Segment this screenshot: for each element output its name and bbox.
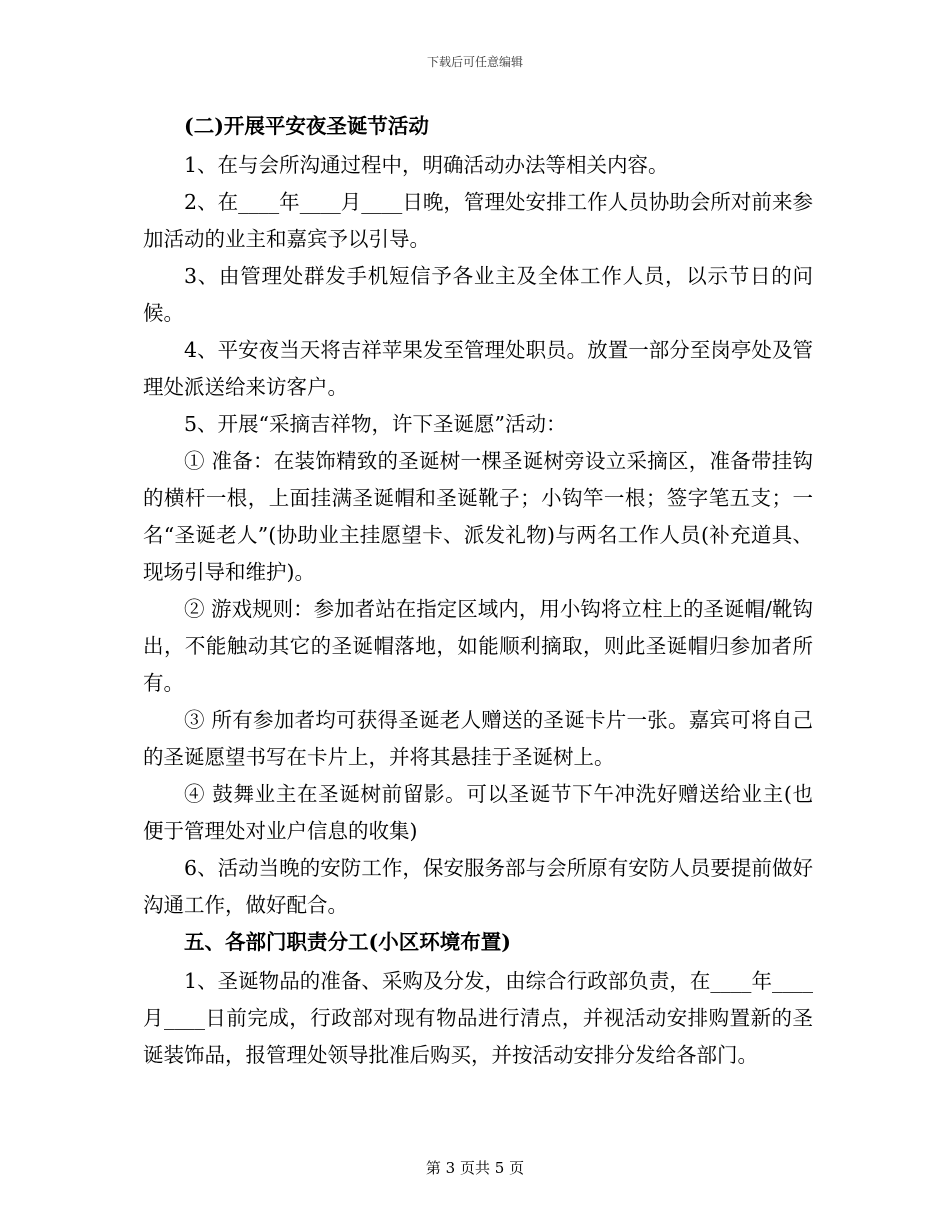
paragraph-sub-2-rules: ② 游戏规则：参加者站在指定区域内，用小钩将立柱上的圣诞帽/靴钩出，不能触动其它的圣诞帽落地，如能顺利摘取，则此圣诞帽归参加者所有。 xyxy=(143,597,813,695)
paragraph-item-5: 5、开展“采摘吉祥物，许下圣诞愿”活动： xyxy=(184,412,567,436)
paragraph-responsibility-1: 1、圣诞物品的准备、采购及分发，由综合行政部负责，在____年____月____日前完成，行政部对现有物品进行清点，并视活动安排购置新的圣诞装饰品，报管理处领导批准后购买，并按活动安排分发给各部门。 xyxy=(143,969,813,1067)
document-body xyxy=(143,108,813,1074)
paragraph-item-2: 2、在____年____月____日晚，管理处安排工作人员协助会所对前来参加活动的业主和嘉宾予以引导。 xyxy=(143,190,813,251)
paragraph-item-4: 4、平安夜当天将吉祥苹果发至管理处职员。放置一部分至岗亭处及管理处派送给来访客户。 xyxy=(143,338,813,399)
paragraph-item-3: 3、由管理处群发手机短信予各业主及全体工作人员，以示节日的问候。 xyxy=(143,264,813,325)
paragraph-item-6: 6、活动当晚的安防工作，保安服务部与会所原有安防人员要提前做好沟通工作，做好配合。 xyxy=(143,856,813,917)
page-header: 下载后可任意编辑 xyxy=(426,55,523,69)
page-footer: 第 3 页共 5 页 xyxy=(425,1159,525,1177)
paragraph-sub-3-cards: ③ 所有参加者均可获得圣诞老人赠送的圣诞卡片一张。嘉宾可将自己的圣诞愿望书写在卡片上，并将其悬挂于圣诞树上。 xyxy=(143,708,813,769)
paragraph-sub-1-preparation: ① 准备：在装饰精致的圣诞树一棵圣诞树旁设立采摘区，准备带挂钩的横杆一根，上面挂满圣诞帽和圣诞靴子；小钩竿一根；签字笔五支；一名“圣诞老人”(协助业主挂愿望卡、派发礼物)与两名工作人员(补充道具、现场引导和维护)。 xyxy=(143,449,813,584)
section-heading-christmas-eve: (二)开展平安夜圣诞节活动 xyxy=(184,114,429,138)
paragraph-item-1: 1、在与会所沟通过程中，明确活动办法等相关内容。 xyxy=(184,153,669,177)
paragraph-sub-4-photos: ④ 鼓舞业主在圣诞树前留影。可以圣诞节下午冲洗好赠送给业主(也便于管理处对业户信息的收集) xyxy=(143,782,813,843)
section-heading-responsibilities: 五、各部门职责分工(小区环境布置) xyxy=(184,930,511,954)
